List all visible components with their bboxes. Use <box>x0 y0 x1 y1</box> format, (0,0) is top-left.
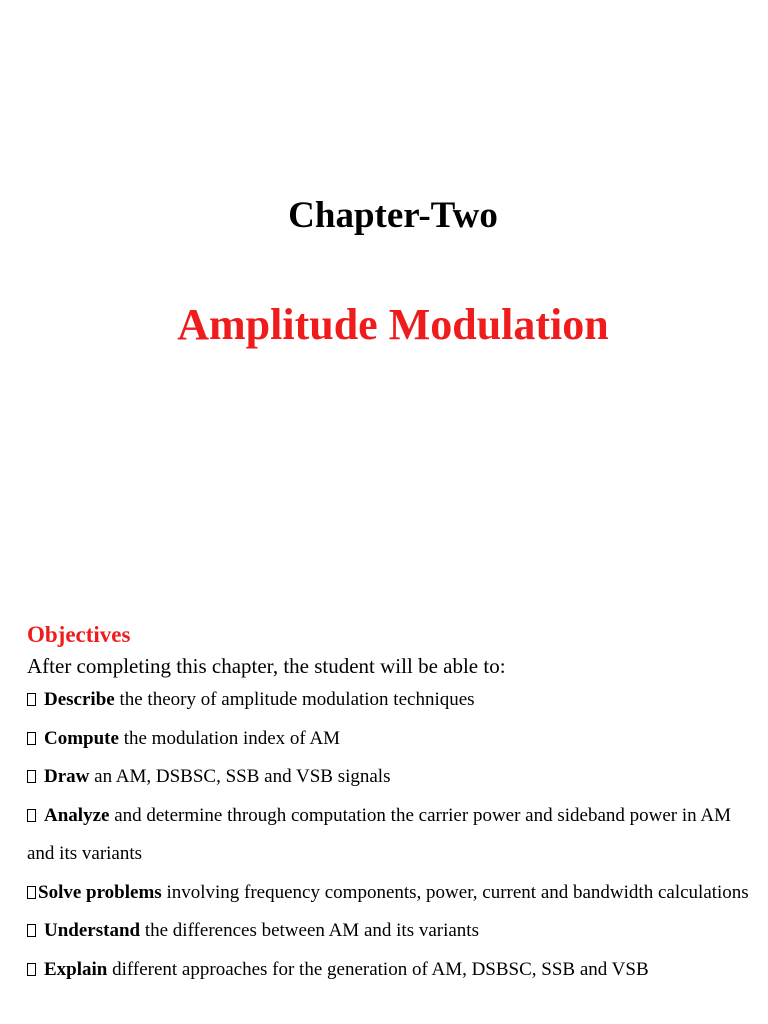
objective-text: and determine through computation the carrier power and sideband power in AM and its variants <box>27 804 731 864</box>
checkbox-glyph-icon <box>27 809 36 822</box>
objective-text: different approaches for the generation of AM, DSBSC, SSB and VSB <box>107 958 649 980</box>
objective-keyword: Analyze <box>44 804 110 826</box>
objective-keyword: Draw <box>44 766 90 787</box>
objective-text: involving frequency components, power, current and bandwidth calculations <box>161 881 749 903</box>
objective-item <box>27 797 757 874</box>
chapter-title: Amplitude Modulation <box>177 300 609 349</box>
objective-item <box>27 720 757 759</box>
checkbox-glyph-icon <box>27 770 36 783</box>
objectives-intro: After completing this chapter, the student will be able to: <box>27 654 506 678</box>
objective-item <box>27 681 757 720</box>
objective-text: the theory of amplitude modulation techniques <box>114 689 475 710</box>
objective-keyword: Explain <box>44 958 108 980</box>
objective-text: an AM, DSBSC, SSB and VSB signals <box>89 766 391 787</box>
objective-text: the differences between AM and its variants <box>140 920 479 941</box>
objective-keyword: Understand <box>44 920 141 941</box>
objective-item <box>27 912 757 951</box>
objectives-heading: Objectives <box>27 622 131 647</box>
objective-item <box>27 951 757 990</box>
checkbox-glyph-icon <box>27 886 36 899</box>
checkbox-glyph-icon <box>27 963 36 976</box>
objective-keyword: Describe <box>44 689 115 710</box>
objective-keyword: Compute <box>44 727 119 749</box>
objectives-section <box>27 619 757 989</box>
objective-item <box>27 758 757 797</box>
checkbox-glyph-icon <box>27 732 36 745</box>
objective-keyword: Solve problems <box>38 881 162 903</box>
checkbox-glyph-icon <box>27 924 36 937</box>
checkbox-glyph-icon <box>27 693 36 706</box>
objective-item <box>27 874 757 913</box>
objectives-list <box>27 681 757 989</box>
objective-text: the modulation index of AM <box>118 727 341 749</box>
chapter-label: Chapter-Two <box>288 195 498 236</box>
